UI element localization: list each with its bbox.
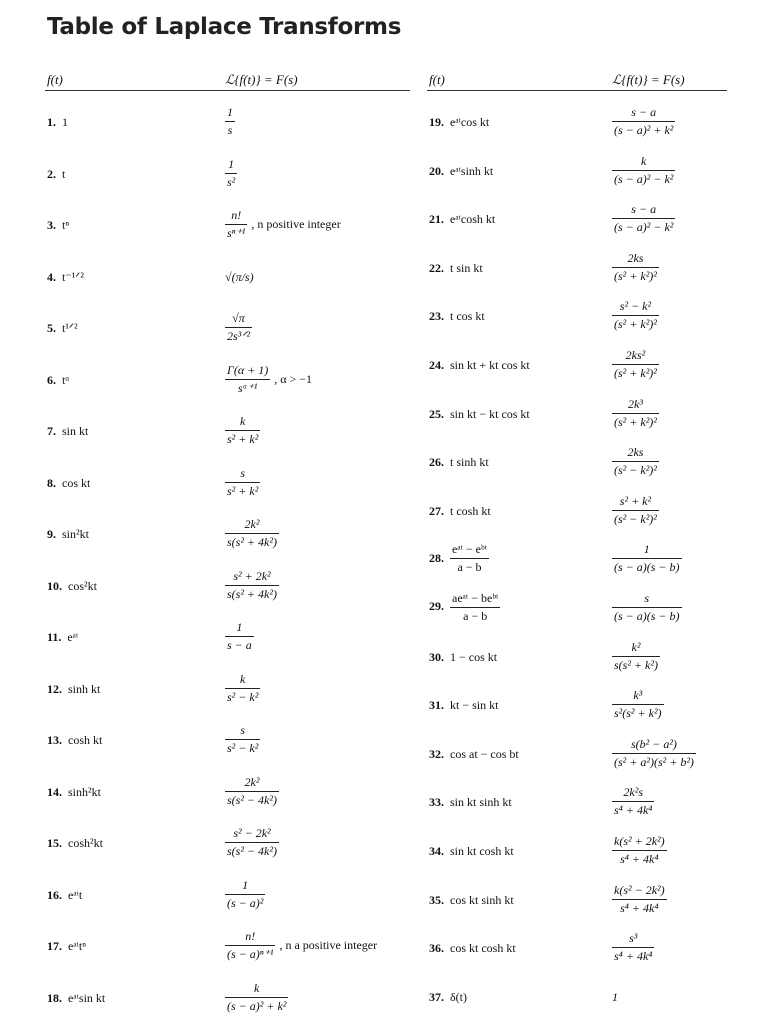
transform-cell [612, 348, 659, 381]
function-text: t sin kt [450, 260, 483, 275]
function-text: eᵃᵗt [68, 887, 83, 902]
fraction [225, 569, 279, 602]
row-number: 32. [429, 746, 444, 761]
transform-cell [225, 517, 279, 550]
denominator: sⁿ⁺¹ [227, 226, 246, 240]
numerator: 1 [225, 157, 237, 174]
transform-text: √(π/s) [225, 269, 254, 284]
fraction [225, 311, 252, 344]
numerator: n! [225, 208, 247, 225]
row-number: 18. [47, 990, 62, 1005]
transform-note: , n a positive integer [279, 938, 378, 952]
numerator: s − a [612, 105, 675, 122]
transform-cell [225, 466, 260, 499]
transform-note: , n positive integer [251, 217, 341, 231]
transform-cell [225, 723, 260, 756]
denominator: s² − k² [227, 689, 259, 704]
row-number: 33. [429, 795, 444, 810]
numerator: s³ [612, 931, 654, 948]
right-column [427, 70, 727, 1004]
function-text: t [62, 166, 66, 181]
transform-note: , α > −1 [274, 371, 313, 386]
fraction [612, 299, 659, 332]
numerator: s² + 2k² [225, 569, 279, 586]
function-cell [47, 579, 97, 594]
function-cell [47, 888, 82, 903]
function-text: eᵃᵗ [67, 630, 79, 644]
transform-cell [612, 688, 664, 721]
transform-cell [612, 990, 618, 1005]
denominator: s(s² − 4k²) [227, 792, 277, 807]
row-number: 8. [47, 475, 56, 490]
numerator: s − a [612, 202, 675, 219]
function-text: sin kt [62, 424, 89, 438]
row-number: 15. [47, 836, 62, 850]
denominator: a − b [463, 609, 488, 623]
numerator: 2k² [225, 517, 279, 534]
function-cell [47, 115, 68, 130]
transform-cell [612, 883, 667, 916]
transform-cell [225, 672, 260, 705]
denominator: s [227, 123, 233, 137]
row-number: 19. [429, 115, 444, 129]
function-text: tⁿ [62, 218, 70, 232]
function-cell [429, 164, 493, 179]
denominator: (s² + k²)² [614, 317, 657, 332]
transform-cell [612, 785, 654, 818]
header-Fs: ℒ{f(t)} = F(s) [225, 72, 298, 87]
function-cell [429, 591, 500, 624]
numerator: aeᵃᵗ − beᵇᵗ [450, 591, 500, 608]
fraction [612, 202, 675, 235]
function-text: δ(t) [450, 989, 467, 1004]
denominator: s²(s² + k²) [614, 706, 662, 721]
fraction [225, 517, 279, 550]
fraction [612, 737, 696, 770]
transform-cell [225, 569, 279, 602]
row-number: 20. [429, 163, 444, 178]
page-title: Table of Laplace Transforms [47, 14, 402, 40]
numerator: k(s² − 2k²) [612, 883, 667, 900]
row-number: 10. [47, 578, 62, 593]
denominator: s² + k² [227, 483, 259, 498]
denominator: s(s² − 4k²) [227, 844, 277, 858]
numerator: √π [225, 311, 252, 328]
function-cell [429, 941, 516, 956]
function-text: 1 − cos kt [450, 649, 498, 664]
denominator: a − b [457, 560, 482, 575]
function-cell [429, 115, 489, 130]
function-cell [429, 455, 489, 470]
transform-cell [225, 775, 279, 808]
function-cell [429, 504, 491, 519]
row-number: 29. [429, 599, 444, 614]
function-text: eᵃᵗcosh kt [450, 212, 496, 227]
function-cell [47, 733, 102, 748]
function-text: t sinh kt [450, 455, 489, 470]
function-text: cos at − cos bt [450, 746, 519, 761]
denominator: (s² + a²)(s² + b²) [614, 754, 694, 769]
row-number: 6. [47, 372, 56, 387]
fraction [612, 640, 660, 673]
header-ft-right: f(t) [429, 72, 445, 87]
transform-cell [612, 737, 696, 770]
denominator: s² − k² [227, 741, 259, 755]
transform-cell [612, 494, 659, 527]
row-number: 9. [47, 527, 56, 541]
transform-cell [612, 640, 660, 673]
row-number: 27. [429, 503, 444, 518]
function-cell [47, 321, 78, 336]
denominator: s(s² + 4k²) [227, 586, 277, 601]
transform-cell [225, 208, 341, 241]
denominator: s² [227, 174, 236, 189]
fraction [612, 105, 675, 138]
function-cell [429, 747, 519, 762]
row-number: 11. [47, 630, 62, 644]
row-number: 35. [429, 892, 444, 907]
function-cell [47, 785, 101, 800]
transform-cell [225, 311, 252, 344]
function-text: cos²kt [68, 578, 97, 593]
numerator: k(s² + 2k²) [612, 834, 667, 851]
transform-text: 1 [612, 989, 618, 1004]
denominator: s⁴ + 4k⁴ [620, 852, 659, 866]
header-ft: f(t) [47, 72, 63, 87]
function-text: eᵃᵗsinh kt [450, 163, 494, 178]
denominator: s − a [227, 638, 252, 652]
row-number: 2. [47, 166, 56, 181]
transform-cell [225, 270, 254, 285]
fraction [612, 591, 682, 624]
function-cell [429, 309, 485, 324]
row-number: 37. [429, 989, 444, 1004]
function-text: cos kt [62, 475, 91, 490]
transform-cell [225, 826, 279, 859]
row-number: 25. [429, 406, 444, 421]
fraction [612, 542, 682, 575]
fraction [225, 466, 260, 499]
row-number: 28. [429, 550, 444, 565]
function-cell [429, 698, 498, 713]
numerator: 1 [612, 542, 682, 559]
transform-cell [225, 878, 265, 911]
transform-cell [612, 105, 675, 138]
function-cell [47, 218, 69, 233]
fraction [225, 826, 279, 859]
row-number: 21. [429, 212, 444, 227]
function-text: sin kt − kt cos kt [450, 406, 530, 421]
denominator: (s² − k²)² [614, 511, 657, 526]
function-text: 1 [62, 115, 68, 129]
denominator: (s − a)ⁿ⁺¹ [227, 947, 274, 961]
numerator: s [225, 466, 260, 483]
numerator: 1 [225, 105, 235, 122]
function-cell [47, 630, 78, 645]
left-header [45, 70, 410, 91]
function-cell [47, 682, 100, 697]
numerator: s [612, 591, 682, 608]
fraction [612, 445, 659, 478]
numerator: k² [612, 640, 660, 657]
fraction [225, 157, 237, 190]
row-number: 36. [429, 941, 444, 956]
transform-cell [612, 445, 659, 478]
function-cell [47, 167, 65, 182]
function-cell [429, 844, 514, 859]
transform-cell [225, 363, 312, 396]
row-number: 12. [47, 681, 62, 696]
numerator: s² − k² [612, 299, 659, 316]
fraction [612, 348, 659, 381]
function-text: cosh²kt [68, 836, 103, 850]
denominator: (s² + k²)² [614, 366, 657, 380]
function-cell [47, 424, 88, 439]
row-number: 3. [47, 218, 56, 232]
transform-cell [225, 620, 254, 653]
denominator: (s − a)² + k² [227, 998, 287, 1013]
numerator: 2ks [612, 251, 659, 268]
row-number: 22. [429, 260, 444, 275]
function-cell [429, 358, 530, 373]
transform-cell [612, 931, 654, 964]
function-text: tᵅ [62, 372, 70, 387]
row-number: 1. [47, 115, 56, 129]
fraction [225, 929, 275, 962]
function-text: t cos kt [450, 309, 485, 324]
denominator: (s − a)² + k² [614, 123, 674, 137]
fraction [225, 414, 260, 447]
numerator: s² − 2k² [225, 826, 279, 843]
fraction [225, 981, 288, 1014]
fraction [225, 878, 265, 911]
denominator: s⁴ + 4k⁴ [614, 803, 653, 818]
transform-cell [225, 157, 237, 190]
row-number: 26. [429, 455, 444, 470]
fraction [225, 363, 270, 396]
fraction [225, 208, 247, 241]
numerator: k [225, 414, 260, 431]
transform-cell [612, 542, 682, 575]
function-cell [47, 373, 69, 388]
numerator: 2ks [612, 445, 659, 462]
transform-cell [612, 834, 667, 867]
transform-cell [612, 202, 675, 235]
function-text: t¹ᐟ² [62, 321, 78, 335]
fraction [612, 251, 659, 284]
transform-cell [612, 154, 675, 187]
fraction [612, 785, 654, 818]
transform-cell [225, 981, 288, 1014]
denominator: s⁴ + 4k⁴ [614, 949, 653, 964]
numerator: k [225, 672, 260, 689]
denominator: (s² − k²)² [614, 463, 657, 478]
transform-cell [225, 929, 377, 962]
numerator: Γ(α + 1) [225, 363, 270, 380]
function-cell [47, 836, 103, 851]
denominator: (s − a)² − k² [614, 171, 674, 186]
function-cell [47, 991, 105, 1006]
denominator: s⁴ + 4k⁴ [620, 900, 659, 915]
row-number: 13. [47, 733, 62, 747]
function-cell [47, 476, 90, 491]
numerator: k [225, 981, 288, 998]
fraction [612, 494, 659, 527]
function-text: eᵃᵗtⁿ [68, 939, 87, 953]
numerator: k [612, 154, 675, 171]
fraction [450, 542, 489, 575]
denominator: 2s³ᐟ² [227, 329, 250, 343]
function-cell [429, 990, 467, 1005]
fraction [612, 397, 659, 430]
row-number: 7. [47, 424, 56, 438]
fraction [612, 883, 667, 916]
function-cell [47, 270, 84, 285]
fraction [225, 620, 254, 653]
numerator: 1 [225, 878, 265, 895]
function-cell [429, 261, 483, 276]
row-number: 16. [47, 887, 62, 902]
row-number: 34. [429, 844, 444, 858]
numerator: 2k² [225, 775, 279, 792]
function-text: sin kt cosh kt [450, 844, 514, 858]
function-text: sinh kt [68, 681, 101, 696]
row-number: 5. [47, 321, 56, 335]
function-text: eᵃᵗsin kt [68, 990, 106, 1005]
function-text: cos kt cosh kt [450, 941, 516, 956]
function-text: cosh kt [68, 733, 103, 747]
transform-cell [612, 591, 682, 624]
fraction [612, 154, 675, 187]
denominator: s² + k² [227, 432, 259, 446]
denominator: s(s² + 4k²) [227, 535, 277, 549]
row-number: 17. [47, 939, 62, 953]
function-text: sin kt + kt cos kt [450, 358, 530, 372]
row-number: 30. [429, 649, 444, 664]
denominator: (s − a)² [227, 895, 264, 910]
numerator: eᵃᵗ − eᵇᵗ [450, 542, 489, 559]
numerator: s [225, 723, 260, 740]
fraction [225, 672, 260, 705]
function-cell [429, 407, 530, 422]
fraction [225, 723, 260, 756]
denominator: (s − a)(s − b) [614, 560, 680, 575]
fraction [612, 931, 654, 964]
function-text: kt − sin kt [450, 698, 499, 713]
fraction [225, 775, 279, 808]
denominator: (s − a)² − k² [614, 220, 674, 235]
function-cell [429, 795, 512, 810]
numerator: 2k³ [612, 397, 659, 414]
transform-cell [225, 414, 260, 447]
denominator: (s − a)(s − b) [614, 609, 680, 623]
function-text: t cosh kt [450, 503, 491, 518]
function-cell [429, 650, 497, 665]
denominator: s(s² + k²) [614, 657, 658, 672]
fraction [450, 591, 500, 624]
row-number: 4. [47, 269, 56, 284]
row-number: 31. [429, 698, 444, 713]
denominator: sᵅ⁺¹ [237, 380, 258, 395]
numerator: 2k²s [612, 785, 654, 802]
function-text: eᵃᵗcos kt [450, 115, 490, 129]
row-number: 23. [429, 309, 444, 324]
function-cell [429, 212, 495, 227]
fraction [612, 688, 664, 721]
numerator: 2ks² [612, 348, 659, 365]
function-text: cos kt sinh kt [450, 892, 514, 907]
row-number: 14. [47, 784, 62, 799]
function-cell [47, 527, 89, 542]
fraction [612, 834, 667, 867]
fraction [225, 105, 235, 138]
transform-cell [612, 251, 659, 284]
right-header [427, 70, 727, 91]
numerator: n! [225, 929, 275, 946]
transform-cell [612, 397, 659, 430]
numerator: s(b² − a²) [612, 737, 696, 754]
numerator: k³ [612, 688, 664, 705]
header-Fs-right: ℒ{f(t)} = F(s) [612, 72, 685, 87]
numerator: 1 [225, 620, 254, 637]
transform-cell [612, 299, 659, 332]
transform-cell [225, 105, 235, 138]
function-cell [429, 893, 514, 908]
denominator: (s² + k²)² [614, 414, 657, 429]
function-text: t⁻¹ᐟ² [62, 269, 84, 284]
function-text: sin kt sinh kt [450, 795, 512, 810]
denominator: (s² + k²)² [614, 268, 657, 283]
function-text: sin²kt [62, 527, 89, 541]
numerator: s² + k² [612, 494, 659, 511]
function-cell [47, 939, 86, 954]
row-number: 24. [429, 358, 444, 372]
function-text: sinh²kt [68, 784, 101, 799]
function-cell [429, 542, 489, 575]
